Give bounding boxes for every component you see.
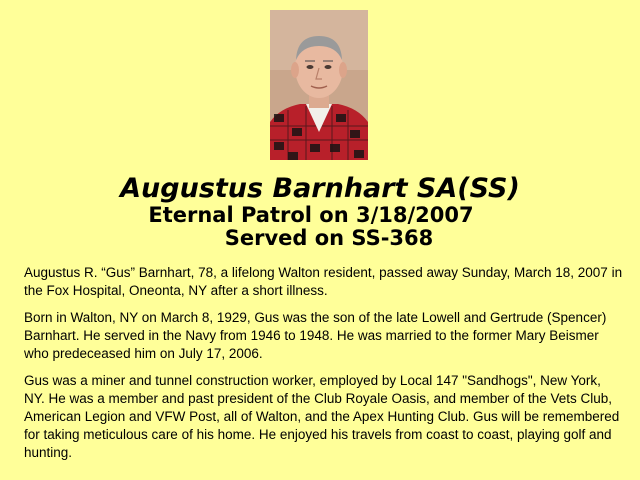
person-name: Augustus Barnhart SA(SS): [120, 173, 520, 204]
served-on-line: Served on SS-368: [224, 226, 434, 250]
obituary-text: [24, 264, 624, 471]
portrait-icon: [270, 10, 368, 160]
portrait-photo: [270, 10, 368, 160]
paragraph: Augustus R. “Gus” Barnhart, 78, a lifelong Walton resident, passed away Sunday, March 18, 2007 in the Fox Hospital, Oneonta, NY after a short illness.: [24, 265, 623, 298]
paragraph: Born in Walton, NY on March 8, 1929, Gus was the son of the late Lowell and Gertrude (Spencer) Barnhart. He served in the Navy from 1946 to 1948. He was married to the former Mary Beismer who predeceased him on July 17, 2006.: [24, 310, 607, 361]
eternal-patrol-line: Eternal Patrol on 3/18/2007: [148, 203, 474, 227]
paragraph: Gus was a miner and tunnel construction worker, employed by Local 147 "Sandhogs", New York, NY. He was a member and past president of the Club Royale Oasis, and member of the Vets Club, American Legion and VFW Post, all of Walton, and the Apex Hunting Club. Gus will be remembered for taking meticulous care of his home. He enjoyed his travels from coast to coast, playing golf and hunting.: [24, 373, 620, 460]
heading-block: [0, 174, 640, 250]
